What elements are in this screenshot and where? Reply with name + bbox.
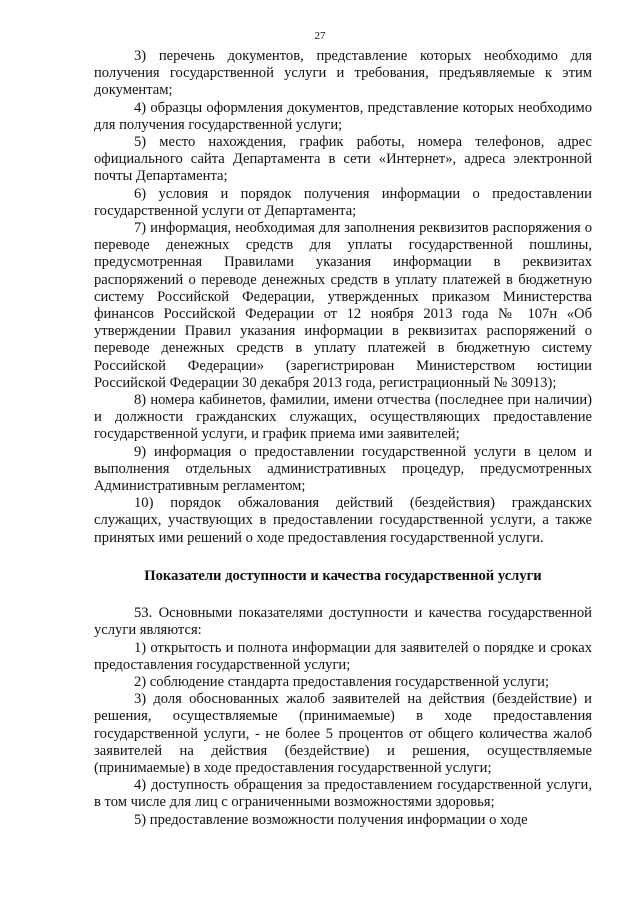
list-item: 7) информация, необходимая для заполнения реквизитов распоряжения о переводе денежных средств для уплаты государственной пошлины, предусмотренная Правилами указания информации в реквизитах распоряжений о переводе денежных средств в уплату платежей в бюджетную систему Российской Федерации, утвержденных приказом Министерства финансов Российской Федерации от 12 ноября 2013 года № 107н «Об утверждении Правил указания информации в реквизитах распоряжений о переводе денежных средств в уплату платежей в бюджетную систему Российской Федерации» (зарегистрирован Министерством юстиции Российской Федерации 30 декабря 2013 года, регистрационный № 30913);: [94, 220, 592, 391]
list-item: 3) доля обоснованных жалоб заявителей на действия (бездействие) и решения, осуществляемые (принимаемые) в ходе предоставления государственной услуги, - не более 5 процентов от общего количества жалоб заявителей на действия (бездействие) и решения, осуществляемые (принимаемые) в ходе предоставления государственной услуги;: [94, 691, 592, 776]
list-item: 6) условия и порядок получения информации о предоставлении государственной услуги от Департамента;: [94, 185, 592, 219]
list-item: 3) перечень документов, представление которых необходимо для получения государственной услуги и требования, предъявляемые к этим документам;: [94, 48, 592, 99]
list-item: 5) предоставление возможности получения информации о ходе: [134, 811, 528, 828]
list-item: 9) информация о предоставлении государственной услуги в целом и выполнения отдельных административных процедур, предусмотренных Административным регламентом;: [94, 443, 592, 495]
list-item: 5) место нахождения, график работы, номера телефонов, адрес официального сайта Департамента в сети «Интернет», адреса электронной почты Департамента;: [94, 134, 592, 185]
page-number: 27: [314, 30, 326, 42]
section-heading: Показатели доступности и качества государственной услуги: [144, 567, 542, 584]
list-item: 8) номера кабинетов, фамилии, имени отчества (последнее при наличии) и должности гражданских служащих, осуществляющих предоставление государственной услуги, и график приема ими заявителей;: [94, 392, 592, 443]
document-body: [94, 48, 592, 829]
list-item: 10) порядок обжалования действий (бездействия) гражданских служащих, участвующих в предоставлении государственной услуги, а также принятых ими решений о ходе предоставления государственной услуги.: [94, 495, 592, 546]
list-item: 4) доступность обращения за предоставлением государственной услуги, в том числе для лиц с ограниченными возможностями здоровья;: [94, 777, 592, 811]
list-item: 1) открытость и полнота информации для заявителей о порядке и сроках предоставления государственной услуги;: [94, 639, 592, 673]
clause-intro: 53. Основными показателями доступности и качества государственной услуги являются:: [94, 605, 592, 639]
list-item: 2) соблюдение стандарта предоставления государственной услуги;: [134, 673, 550, 690]
list-item: 4) образцы оформления документов, представление которых необходимо для получения государственной услуги;: [94, 99, 592, 133]
